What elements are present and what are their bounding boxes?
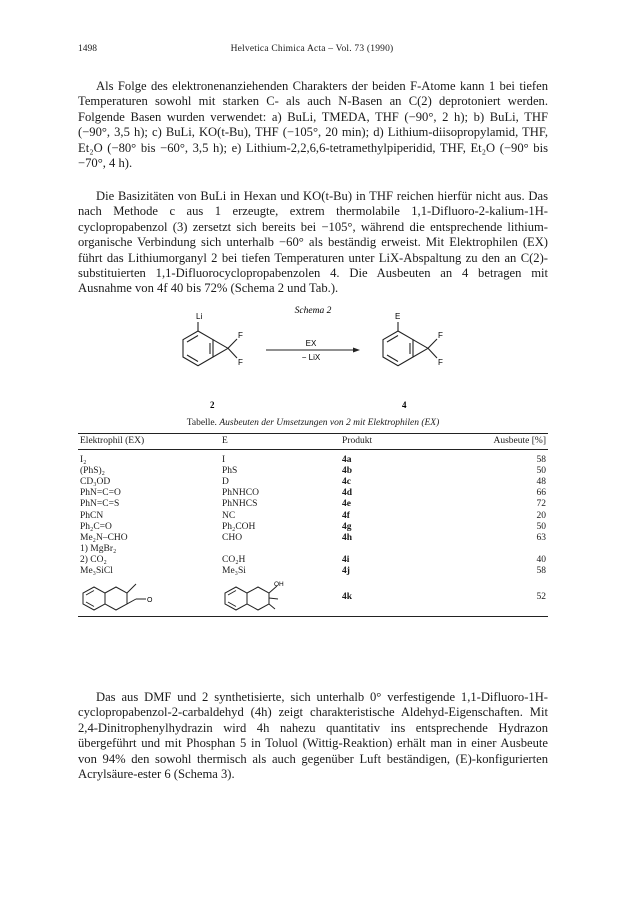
product-f1: F xyxy=(438,331,443,340)
cell-product: 4d xyxy=(342,488,353,499)
table-row xyxy=(78,521,548,532)
ketone-o-label: O xyxy=(147,597,153,605)
scheme-title: Schema 2 xyxy=(294,306,332,316)
table-row xyxy=(78,544,548,555)
scheme-svg xyxy=(78,303,548,413)
table-caption-prefix: Tabelle. xyxy=(186,418,217,428)
cell-electrophile: Ph₂C=O xyxy=(80,521,112,532)
table-row xyxy=(78,555,548,566)
cell-e: I xyxy=(222,454,226,465)
table-row xyxy=(78,566,548,577)
cell-electrophile: (PhS)₂ xyxy=(80,465,105,476)
cell-product: 4j xyxy=(342,566,350,577)
col-header-yield: Ausbeute [%] xyxy=(454,434,548,450)
cell-product: 4e xyxy=(342,499,351,510)
reagent-bottom: − LiX xyxy=(301,353,321,362)
arrow-head xyxy=(353,348,360,353)
reactant-substituent: Li xyxy=(196,312,203,321)
cell-product: 4f xyxy=(342,510,350,521)
cell-e: NC xyxy=(222,510,236,521)
product-f2: F xyxy=(438,358,443,367)
cell-electrophile: Me₃SiCl xyxy=(80,566,113,577)
cell-e: Ph₂COH xyxy=(222,521,256,532)
table-row xyxy=(78,532,548,543)
reactant-f2: F xyxy=(238,358,243,367)
cell-yield: 52 xyxy=(454,577,548,617)
product-label: 4 xyxy=(402,400,407,410)
cell-yield: 58 xyxy=(536,454,546,465)
bicyclic-ketone-structure xyxy=(80,577,160,613)
table-row xyxy=(78,476,548,487)
product-substituent: E xyxy=(395,312,401,321)
cell-electrophile: PhN=C=S xyxy=(80,499,120,510)
cell-e-structure xyxy=(220,577,340,617)
cell-yield: 20 xyxy=(536,510,546,521)
paragraph-2: Die Basizitäten von BuLi in Hexan und KO(t-Bu) in THF reichen hierfür nicht aus. Das nach Methode c aus 1 erzeugte, extrem thermolabile 1,1-Difluoro-2-kalium-1H-cyclopropabenzol (3) zersetzt sich bereits bei −105°, während die entsprechende lithium-organische Verbindung sich unterhalb −60° als beständig erweist. Mit Elektrophilen (EX) führt das Lithiumorganyl 2 bei tiefen Temperaturen unter LiX-Abspaltung zu den an C(2)-substituierten 1,1-Difluorocyclopropabenzolen 4. Die Ausbeuten an 4 betragen mit Ausnahme von 4f 40 bis 72% (Schema 2 und Tab.). xyxy=(78,189,548,296)
reagent-top: EX xyxy=(305,339,317,348)
cell-electrophile-structure xyxy=(78,577,220,617)
table-row xyxy=(78,465,548,476)
running-header xyxy=(78,44,546,58)
cell-e: PhNHCS xyxy=(222,499,258,510)
cell-product: 4b xyxy=(342,465,353,476)
table-caption-text: Ausbeuten der Umsetzungen von 2 mit Elektrophilen (EX) xyxy=(219,418,440,428)
cell-yield: 72 xyxy=(536,499,546,510)
table-row xyxy=(78,510,548,521)
paragraph-3: Das aus DMF und 2 synthetisierte, sich unterhalb 0° verfestigende 1,1-Difluoro-1H-cyclopropabenzol-2-carbaldehyd (4h) zeigt charakteristische Aldehyd-Eigenschaften. Mit 2,4-Dinitrophenylhydrazin wird 4h nahezu quantitativ ins entsprechende Hydrazon übergeführt und mit Phosphan 5 in Toluol (Wittig-Reaktion) erhält man in einer Ausbeute von 94% den sowohl thermisch als auch gegenüber Luft beständigen, (E)-konfigurierten Acrylsäure-ester 6 (Schema 3). xyxy=(78,690,548,782)
cell-electrophile: CD₃OD xyxy=(80,476,111,487)
cell-product: 4c xyxy=(342,476,351,487)
col-header-product: Produkt xyxy=(340,434,454,450)
col-header-e: E xyxy=(220,434,340,450)
table-row xyxy=(78,488,548,499)
cell-yield: 58 xyxy=(536,566,546,577)
reactant-f1: F xyxy=(238,331,243,340)
journal-title: Helvetica Chimica Acta – Vol. 73 (1990) xyxy=(230,44,394,54)
cell-product: 4a xyxy=(342,454,352,465)
scheme-2 xyxy=(78,303,548,413)
cell-electrophile: 1) MgBr₂ xyxy=(80,544,117,555)
cell-yield: 50 xyxy=(536,465,546,476)
bicyclic-alcohol-structure xyxy=(222,577,302,613)
cell-e: Me₃Si xyxy=(222,566,246,577)
reactant-label: 2 xyxy=(210,400,215,410)
cell-yield: 66 xyxy=(536,488,546,499)
col-header-electrophile: Elektrophil (EX) xyxy=(78,434,220,450)
cell-yield: 48 xyxy=(536,476,546,487)
cell-e xyxy=(220,544,340,555)
table-row xyxy=(78,450,548,466)
paragraph-1: Als Folge des elektronenanziehenden Charakters der beiden F-Atome kann 1 bei tiefen Temperaturen sowohl mit starken C- als auch N-Basen an C(2) deprotoniert werden. Folgende Basen wurden verwendet: a) BuLi, TMEDA, THF (−90°, 2 h); b) BuLi, THF (−90°, 3,5 h); c) BuLi, KO(t-Bu), THF (−105°, 20 min); d) Lithium-diisopropylamid, THF, Et₂O (−80° bis −60°, 3,5 h); e) Lithium-2,2,6,6-tetramethylpiperidid, THF, Et₂O (−90° bis −70°, 4 h). xyxy=(78,79,548,171)
table-row xyxy=(78,499,548,510)
cell-yield: 63 xyxy=(536,532,546,543)
cell-product xyxy=(340,544,454,555)
cell-electrophile: PhCN xyxy=(80,510,104,521)
yield-table xyxy=(78,433,548,617)
cell-electrophile: I₂ xyxy=(80,454,87,465)
page-number: 1498 xyxy=(78,44,97,54)
cell-yield xyxy=(454,544,548,555)
cell-e: CHO xyxy=(222,532,243,543)
alcohol-oh-label: OH xyxy=(274,581,284,589)
cell-e: PhS xyxy=(222,465,238,476)
cell-electrophile: Me₂N–CHO xyxy=(80,532,128,543)
cell-electrophile: PhN=C=O xyxy=(80,488,121,499)
cell-e: CO₂H xyxy=(222,555,246,566)
cell-e: PhNHCO xyxy=(222,488,259,499)
table-row-structure xyxy=(78,577,548,617)
cell-product: 4g xyxy=(342,521,352,532)
cell-electrophile: 2) CO₂ xyxy=(80,555,107,566)
cell-yield: 50 xyxy=(536,521,546,532)
cell-yield: 40 xyxy=(536,555,546,566)
cell-product: 4i xyxy=(342,555,350,566)
cell-product: 4k xyxy=(340,577,454,617)
product-structure xyxy=(383,322,437,366)
table-caption xyxy=(78,418,548,428)
reactant-structure xyxy=(183,322,237,366)
cell-e: D xyxy=(222,476,229,487)
cell-product: 4h xyxy=(342,532,353,543)
table-header-row xyxy=(78,434,548,450)
